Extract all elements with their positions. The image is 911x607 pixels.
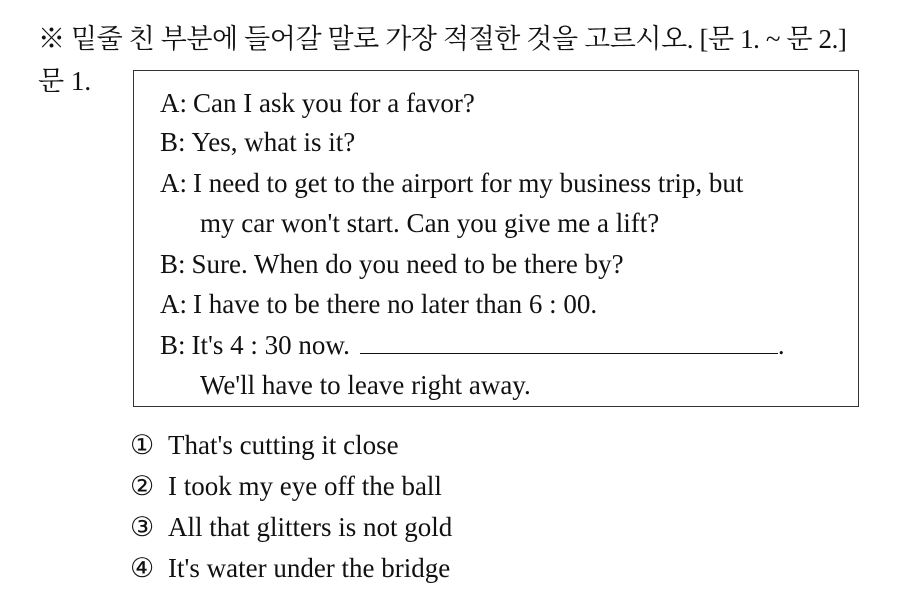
dialogue-text: We'll have to leave right away. [200, 370, 531, 400]
dialogue-text: my car won't start. Can you give me a lift? [200, 208, 660, 238]
dialogue-line [160, 166, 743, 200]
option-text: All that glitters is not gold [168, 512, 453, 542]
dialogue-text: Yes, what is it? [191, 127, 356, 157]
dialogue-line [160, 125, 355, 159]
speaker-label: B: [160, 249, 186, 279]
dialogue-line [200, 206, 659, 240]
dialogue-line [160, 247, 624, 281]
dialogue-text: It's 4 : 30 now. [191, 330, 350, 360]
dialogue-text: Sure. When do you need to be there by? [191, 249, 624, 279]
speaker-label: A: [160, 168, 187, 198]
instruction-text: ※ 밑줄 친 부분에 들어갈 말로 가장 적절한 것을 고르시오. [문 1. ~ 문 2.] [38, 24, 847, 54]
option-marker: ② [130, 471, 155, 501]
speaker-label: B: [160, 127, 186, 157]
option-4[interactable] [130, 551, 450, 585]
option-text: I took my eye off the ball [168, 471, 442, 501]
option-marker: ④ [130, 553, 155, 583]
question-number: 문 1. [38, 66, 92, 96]
option-1[interactable] [130, 428, 399, 462]
blank-period: . [777, 330, 785, 360]
option-marker: ① [130, 430, 155, 460]
speaker-label: A: [160, 289, 187, 319]
dialogue-text: Can I ask you for a favor? [193, 88, 475, 118]
option-3[interactable] [130, 510, 452, 544]
dialogue-line [160, 328, 785, 362]
dialogue-line [160, 86, 475, 120]
dialogue-text: I have to be there no later than 6 : 00. [193, 289, 598, 319]
option-marker: ③ [130, 512, 155, 542]
speaker-label: B: [160, 330, 186, 360]
speaker-label: A: [160, 88, 187, 118]
option-text: That's cutting it close [168, 430, 399, 460]
dialogue-text: I need to get to the airport for my business trip, but [193, 168, 744, 198]
dialogue-line [200, 368, 531, 402]
dialogue-line [160, 287, 597, 321]
option-2[interactable] [130, 469, 442, 503]
answer-blank [360, 331, 778, 354]
option-text: It's water under the bridge [168, 553, 451, 583]
